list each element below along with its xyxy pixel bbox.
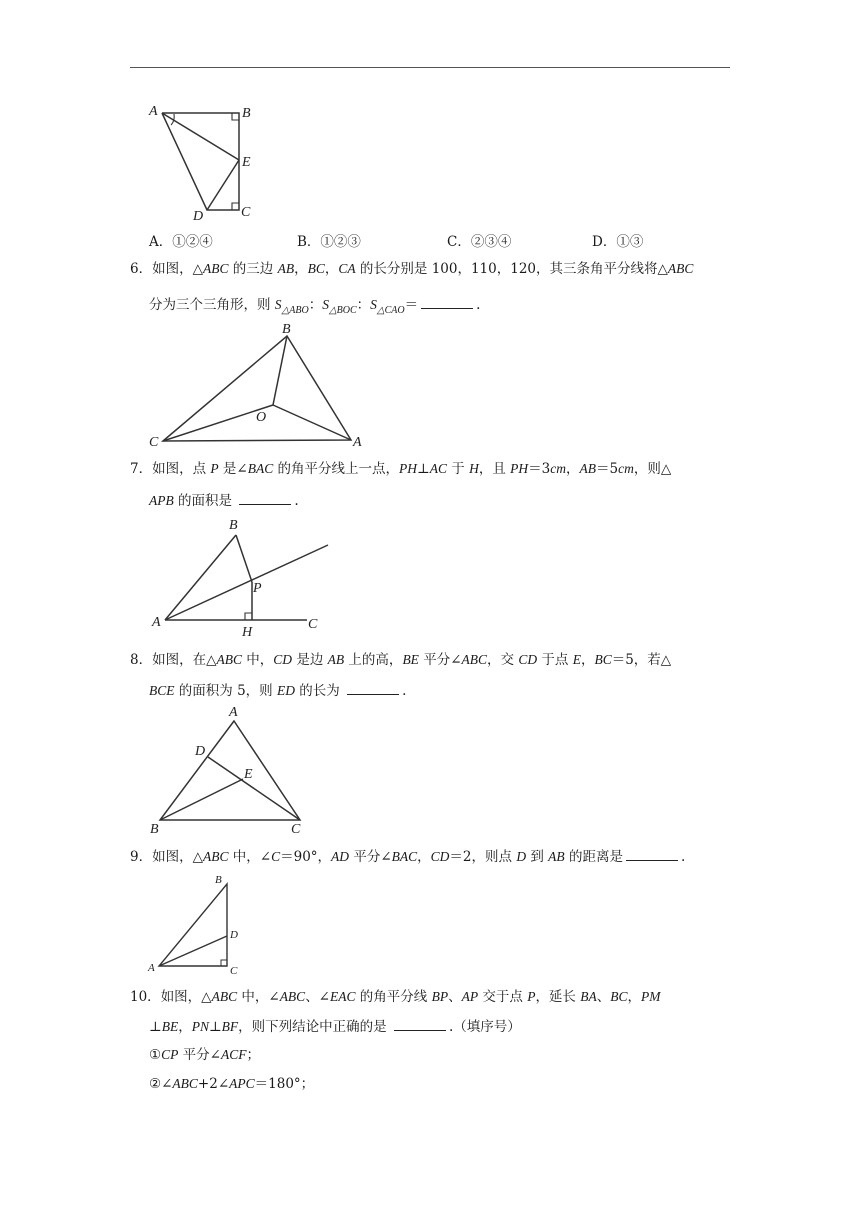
- q5-option-d: D．①③: [592, 234, 644, 250]
- q7-label-b: B: [229, 518, 238, 533]
- q9-label-c: C: [230, 965, 238, 977]
- q9-label-d: D: [230, 929, 238, 941]
- q6-answer-blank[interactable]: [421, 294, 473, 309]
- q8-label-b: B: [150, 822, 159, 837]
- q8-figure: [140, 703, 320, 838]
- q8-label-a: A: [229, 705, 238, 720]
- q5-label-a: A: [149, 104, 158, 119]
- q9-text-line1: 9．如图，△ABC 中，∠C＝90°，AD 平分∠BAC，CD＝2，则点 D 到 AB 的距离是 .: [130, 846, 685, 867]
- q6-figure: [140, 318, 380, 450]
- q10-text-line2: ⊥BE，PN⊥BF，则下列结论中正确的是 .（填序号）: [149, 1016, 521, 1037]
- q5-quad: [162, 113, 239, 210]
- q5-label-e: E: [242, 155, 251, 170]
- q9-answer-blank[interactable]: [626, 846, 678, 861]
- q9-label-b: B: [215, 874, 222, 886]
- q6-text-line2: 分为三个三角形，则 $S_{\triangle ABO}$：$S_{\triangle BOC}$：$S_{\triangle CAO}=$ .: [149, 294, 480, 321]
- q5-option-a: A．①②④: [149, 234, 213, 250]
- q6-label-o: O: [256, 410, 267, 425]
- q8-label-e: E: [244, 767, 253, 782]
- q7-label-h: H: [242, 625, 253, 640]
- q10-text-line1: 10．如图，△ABC 中，∠ABC、∠EAC 的角平分线 BP、AP 交于点 P，延长 BA、BC，PM: [130, 989, 661, 1005]
- q8-answer-blank[interactable]: [347, 680, 399, 695]
- q6-triangle: [163, 336, 351, 441]
- q7-label-a: A: [152, 615, 161, 630]
- q5-option-b: B．①②③: [297, 234, 361, 250]
- q10-answer-blank[interactable]: [394, 1016, 446, 1031]
- q10-item2: ②∠ABC+2∠APC＝180°；: [149, 1076, 315, 1092]
- q7-label-c: C: [308, 617, 318, 632]
- q7-label-p: P: [253, 581, 262, 596]
- q7-figure: [145, 515, 345, 640]
- q9-triangle: [159, 884, 227, 966]
- q7-text-line2: APB 的面积是 .: [149, 490, 299, 511]
- header-rule: [130, 67, 730, 68]
- q5-label-b: B: [242, 106, 251, 121]
- q7-answer-blank[interactable]: [239, 490, 291, 505]
- q5-label-c: C: [241, 205, 251, 220]
- q5-option-c: C．②③④: [447, 234, 512, 250]
- q9-label-a: A: [148, 962, 155, 974]
- q8-label-d: D: [195, 744, 206, 759]
- q9-figure: [145, 870, 255, 978]
- q6-text-line1: 6．如图，△ABC 的三边 AB，BC，CA 的长分别是 100，110，120，其三条角平分线将△ABC: [130, 261, 694, 277]
- q10-item1: ①CP 平分∠ACF；: [149, 1047, 260, 1063]
- q8-text-line1: 8．如图，在△ABC 中，CD 是边 AB 上的高，BE 平分∠ABC，交 CD 于点 E，BC＝5，若△: [130, 652, 672, 668]
- q6-label-c: C: [149, 435, 159, 450]
- q5-figure: [140, 98, 270, 226]
- q6-label-b: B: [282, 322, 291, 337]
- q8-label-c: C: [291, 822, 301, 837]
- q5-label-d: D: [193, 209, 204, 224]
- q7-text-line1: 7．如图，点 P 是∠BAC 的角平分线上一点，PH⊥AC 于 H，且 PH＝3cm，AB＝5cm，则△: [130, 461, 672, 477]
- q6-label-a: A: [353, 435, 362, 450]
- q8-text-line2: BCE 的面积为 5，则 ED 的长为 .: [149, 680, 406, 701]
